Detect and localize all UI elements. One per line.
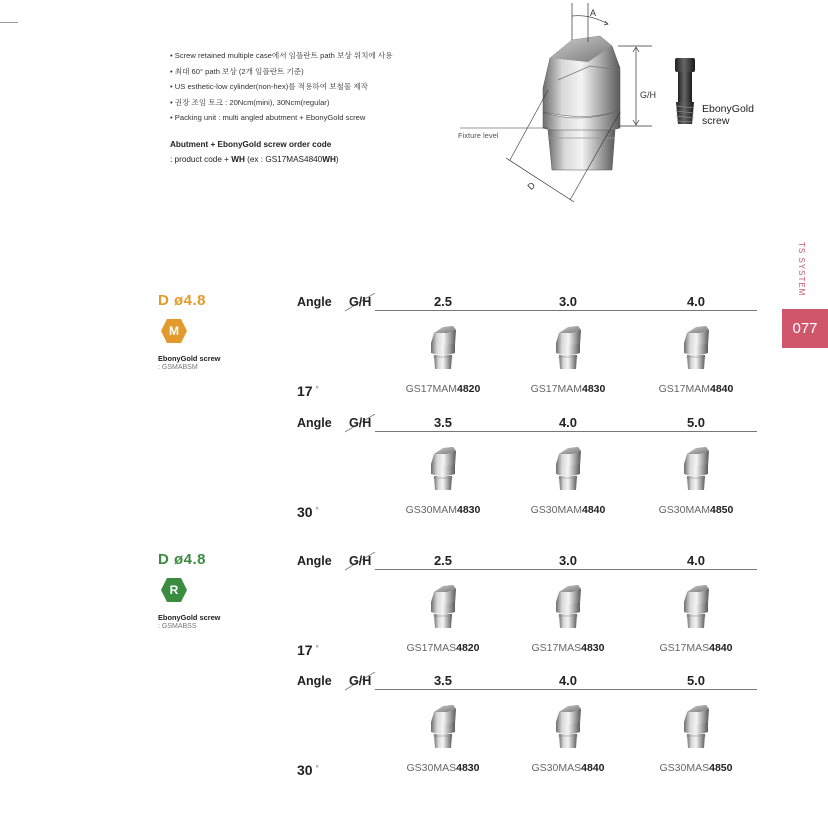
angle-header-label: Angle (297, 416, 332, 430)
abutment-part-image (676, 700, 716, 758)
hex-badge-letter: R (169, 583, 179, 597)
top-left-rule (0, 22, 18, 23)
header-rule (375, 310, 757, 311)
product-table-block (295, 416, 757, 536)
abutment-part-image (548, 700, 588, 758)
product-table-block (295, 295, 757, 415)
angle-degree-symbol: ° (315, 506, 319, 515)
product-code (388, 383, 498, 395)
product-code (513, 642, 623, 654)
bullet-item: • 최대 60° path 보상 (2개 임플란트 기준) (170, 64, 393, 80)
bullet-item: • US esthetic-low cylinder(non-hex)를 적용하여 보철물 제작 (170, 79, 393, 95)
product-code-suffix: 4830 (457, 504, 481, 516)
angle-degree-label (297, 642, 319, 658)
order-code-info (170, 138, 339, 167)
product-code-prefix: GS17MAM (530, 383, 582, 395)
abutment-part-image (676, 580, 716, 638)
abutment-part-image (676, 442, 716, 500)
abutment-part-image (548, 580, 588, 638)
gh-value: 3.5 (433, 415, 453, 430)
bullet-item: • 권장 조임 토크 : 20Ncm(mini), 30Ncm(regular) (170, 95, 393, 111)
product-code (641, 383, 751, 395)
abutment-part-image (423, 321, 463, 379)
product-code-suffix: 4840 (581, 762, 605, 774)
side-tab-label: TS SYSTEM (797, 242, 806, 297)
product-code (641, 504, 751, 516)
header-rule (375, 431, 757, 432)
angle-degree-value: 17 (297, 642, 313, 658)
product-code-prefix: GS30MAS (531, 762, 582, 774)
product-code-prefix: GS30MAS (659, 762, 710, 774)
header-rule (375, 569, 757, 570)
abutment-part-image (423, 700, 463, 758)
abutment-part-image (548, 321, 588, 379)
gh-header-label: G/H (349, 295, 372, 309)
gh-value: 4.0 (686, 553, 706, 568)
hex-badge-letter: M (169, 324, 179, 338)
gh-header-label: G/H (349, 674, 372, 688)
gh-value: 3.0 (558, 553, 578, 568)
gh-value: 5.0 (686, 673, 706, 688)
screw-name: EbonyGold screw (158, 613, 221, 622)
bullet-item: • Packing unit : multi angled abutment + EbonyGold screw (170, 110, 393, 126)
abutment-part-image (548, 442, 588, 500)
order-code-line: : product code + WH (ex : GS17MAS4840WH) (170, 154, 339, 164)
angle-header-label: Angle (297, 674, 332, 688)
gh-header-label: G/H (349, 554, 372, 568)
product-code (388, 762, 498, 774)
gh-value: 4.0 (558, 673, 578, 688)
product-code (641, 762, 751, 774)
abutment-dimension-diagram (440, 0, 780, 215)
product-code (513, 383, 623, 395)
group-title-mini: D ø4.8 (158, 292, 207, 309)
product-code-suffix: 4820 (456, 642, 480, 654)
angle-degree-label (297, 504, 319, 520)
gh-value: 4.0 (558, 415, 578, 430)
product-code-suffix: 4840 (709, 642, 733, 654)
gh-value: 5.0 (686, 415, 706, 430)
screw-name: EbonyGold screw (158, 354, 221, 363)
abutment-part-image (423, 580, 463, 638)
product-code (641, 642, 751, 654)
gh-value: 2.5 (433, 294, 453, 309)
dimension-label-d: D (525, 180, 538, 192)
product-code-suffix: 4830 (582, 383, 606, 395)
gh-value: 4.0 (686, 294, 706, 309)
product-code-prefix: GS30MAM (405, 504, 457, 516)
abutment-part-image (423, 442, 463, 500)
angle-degree-value: 17 (297, 383, 313, 399)
feature-bullet-list (170, 48, 393, 126)
product-code-suffix: 4850 (710, 504, 734, 516)
product-code (388, 504, 498, 516)
page-number-badge: 077 (782, 309, 828, 348)
product-code-suffix: 4840 (710, 383, 734, 395)
angle-degree-value: 30 (297, 762, 313, 778)
product-code-prefix: GS17MAS (659, 642, 710, 654)
dimension-label-gh: G/H (640, 90, 657, 100)
gh-header-label: G/H (349, 416, 372, 430)
order-code-title: Abutment + EbonyGold screw order code (170, 140, 332, 149)
product-code-suffix: 4830 (581, 642, 605, 654)
screw-code: : GSMABSM (158, 364, 198, 371)
product-code-prefix: GS30MAM (658, 504, 710, 516)
product-code-prefix: GS17MAS (531, 642, 582, 654)
screw-label: EbonyGold screw (702, 103, 754, 127)
product-code-prefix: GS30MAS (406, 762, 457, 774)
bullet-item: • Screw retained multiple case에서 임플란트 path 보상 위치에 사용 (170, 48, 393, 64)
angle-degree-symbol: ° (315, 644, 319, 653)
gh-value: 3.5 (433, 673, 453, 688)
screw-code: : GSMABSS (158, 623, 197, 630)
header-rule (375, 689, 757, 690)
product-code (513, 762, 623, 774)
product-table-block (295, 674, 757, 794)
product-code (388, 642, 498, 654)
angle-header-label: Angle (297, 295, 332, 309)
product-code-prefix: GS30MAM (530, 504, 582, 516)
product-code-suffix: 4850 (709, 762, 733, 774)
group-title-regular: D ø4.8 (158, 551, 207, 568)
product-code-prefix: GS17MAM (405, 383, 457, 395)
gh-value: 2.5 (433, 553, 453, 568)
product-code-prefix: GS17MAM (658, 383, 710, 395)
angle-degree-label (297, 383, 319, 399)
angle-degree-value: 30 (297, 504, 313, 520)
product-table-block (295, 554, 757, 674)
product-code-suffix: 4840 (582, 504, 606, 516)
product-code-prefix: GS17MAS (406, 642, 457, 654)
dimension-label-a: A (590, 8, 597, 18)
product-code-suffix: 4820 (457, 383, 481, 395)
angle-header-label: Angle (297, 554, 332, 568)
angle-degree-symbol: ° (315, 764, 319, 773)
fixture-level-label: Fixture level (458, 131, 499, 140)
gh-value: 3.0 (558, 294, 578, 309)
product-code-suffix: 4830 (456, 762, 480, 774)
angle-degree-label (297, 762, 319, 778)
product-code (513, 504, 623, 516)
abutment-part-image (676, 321, 716, 379)
angle-degree-symbol: ° (315, 385, 319, 394)
